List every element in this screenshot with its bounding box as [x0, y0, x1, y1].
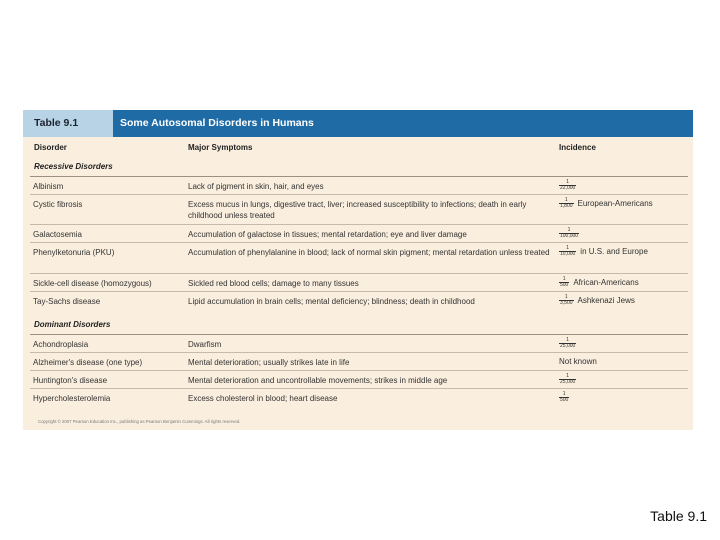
symptoms-cell: Excess mucus in lungs, digestive tract, liver; increased susceptibility to infections; death in early childhood unless treated [188, 200, 527, 220]
incidence-cell [559, 356, 689, 367]
symptoms-cell: Sickled red blood cells; damage to many tissues [188, 279, 359, 288]
fraction-numerator: 1 [564, 294, 568, 301]
fraction-numerator: 1 [567, 227, 571, 234]
disorder-cell: Cystic fibrosis [33, 200, 83, 209]
fraction-denominator: 10,000 [560, 251, 576, 258]
disorder-cell: Phenylketonuria (PKU) [33, 248, 115, 257]
fraction-numerator: 1 [566, 373, 570, 380]
fraction-numerator: 1 [564, 197, 568, 204]
incidence-cell [559, 180, 689, 191]
table-row [30, 291, 688, 312]
incidence-fraction [559, 338, 576, 349]
symptoms-cell: Dwarfism [188, 340, 222, 349]
table-row [30, 352, 688, 371]
table-row [30, 242, 688, 274]
fraction-denominator: 25,000 [560, 343, 576, 350]
incidence-cell [559, 198, 689, 209]
table-row [30, 388, 688, 407]
incidence-cell [559, 338, 689, 349]
table-row [30, 273, 688, 292]
table-row [30, 194, 688, 225]
fraction-denominator: 1,800 [560, 203, 573, 210]
fraction-denominator: 3,500 [560, 300, 573, 307]
incidence-cell [559, 295, 689, 306]
symptoms-cell: Excess cholesterol in blood; heart disease [188, 394, 338, 403]
incidence-fraction [559, 374, 576, 385]
fraction-numerator: 1 [566, 245, 570, 252]
incidence-cell [559, 246, 689, 257]
incidence-fraction [559, 277, 569, 288]
column-header-disorder: Disorder [34, 143, 67, 152]
disorders-table [23, 110, 693, 430]
disorder-cell: Alzheimer's disease (one type) [33, 358, 143, 367]
disorder-cell: Achondroplasia [33, 340, 89, 349]
incidence-text: European-Americans [577, 199, 653, 208]
symptoms-cell: Accumulation of galactose in tissues; mental retardation; eye and liver damage [188, 230, 467, 239]
incidence-cell [559, 277, 689, 288]
symptoms-cell: Mental deterioration; usually strikes late in life [188, 358, 350, 367]
copyright-notice: Copyright © 2007 Pearson Education Inc., publishing as Pearson Benjamin Cummings. All rights reserved. [38, 419, 241, 424]
table-row [30, 334, 688, 353]
disorder-cell: Hypercholesterolemia [33, 394, 111, 403]
table-number: Table 9.1 [23, 110, 113, 137]
symptoms-cell: Mental deterioration and uncontrollable movements; strikes in middle age [188, 376, 448, 385]
section-label-recessive: Recessive Disorders [34, 162, 113, 171]
symptoms-cell: Accumulation of phenylalanine in blood; lack of normal skin pigment; mental retardation unless treated [188, 248, 550, 257]
incidence-text: in U.S. and Europe [580, 247, 648, 256]
incidence-fraction [559, 228, 579, 239]
symptoms-cell: Lipid accumulation in brain cells; mental deficiency; blindness; death in childhood [188, 297, 475, 306]
fraction-denominator: 500 [560, 282, 569, 289]
disorder-cell: Huntington's disease [33, 376, 108, 385]
incidence-fraction [559, 198, 574, 209]
disorder-cell: Albinism [33, 182, 64, 191]
fraction-denominator: 22,000 [560, 185, 576, 192]
incidence-fraction [559, 246, 576, 257]
column-header-incidence: Incidence [559, 143, 596, 152]
table-row [30, 370, 688, 389]
fraction-numerator: 1 [562, 276, 566, 283]
disorder-cell: Galactosemia [33, 230, 82, 239]
incidence-fraction [559, 295, 574, 306]
disorder-cell: Tay-Sachs disease [33, 297, 101, 306]
section-label-dominant: Dominant Disorders [34, 320, 111, 329]
fraction-numerator: 1 [566, 179, 570, 186]
incidence-cell [559, 228, 689, 239]
incidence-fraction [559, 392, 569, 403]
fraction-denominator: 100,000 [560, 233, 579, 240]
table-header-bar [23, 110, 693, 137]
incidence-text: Ashkenazi Jews [577, 296, 635, 305]
table-title: Some Autosomal Disorders in Humans [120, 117, 314, 129]
table-row [30, 176, 688, 195]
fraction-numerator: 1 [566, 337, 570, 344]
disorder-cell: Sickle-cell disease (homozygous) [33, 279, 152, 288]
incidence-text: African-Americans [573, 278, 639, 287]
column-header-symptoms: Major Symptoms [188, 143, 253, 152]
slide-caption: Table 9.1 [650, 508, 707, 524]
incidence-text: Not known [559, 357, 597, 366]
table-row [30, 224, 688, 243]
incidence-cell [559, 374, 689, 385]
fraction-numerator: 1 [562, 391, 566, 398]
incidence-cell [559, 392, 689, 403]
symptoms-cell: Lack of pigment in skin, hair, and eyes [188, 182, 324, 191]
fraction-denominator: 500 [560, 397, 569, 404]
fraction-denominator: 25,000 [560, 379, 576, 386]
incidence-fraction [559, 180, 576, 191]
